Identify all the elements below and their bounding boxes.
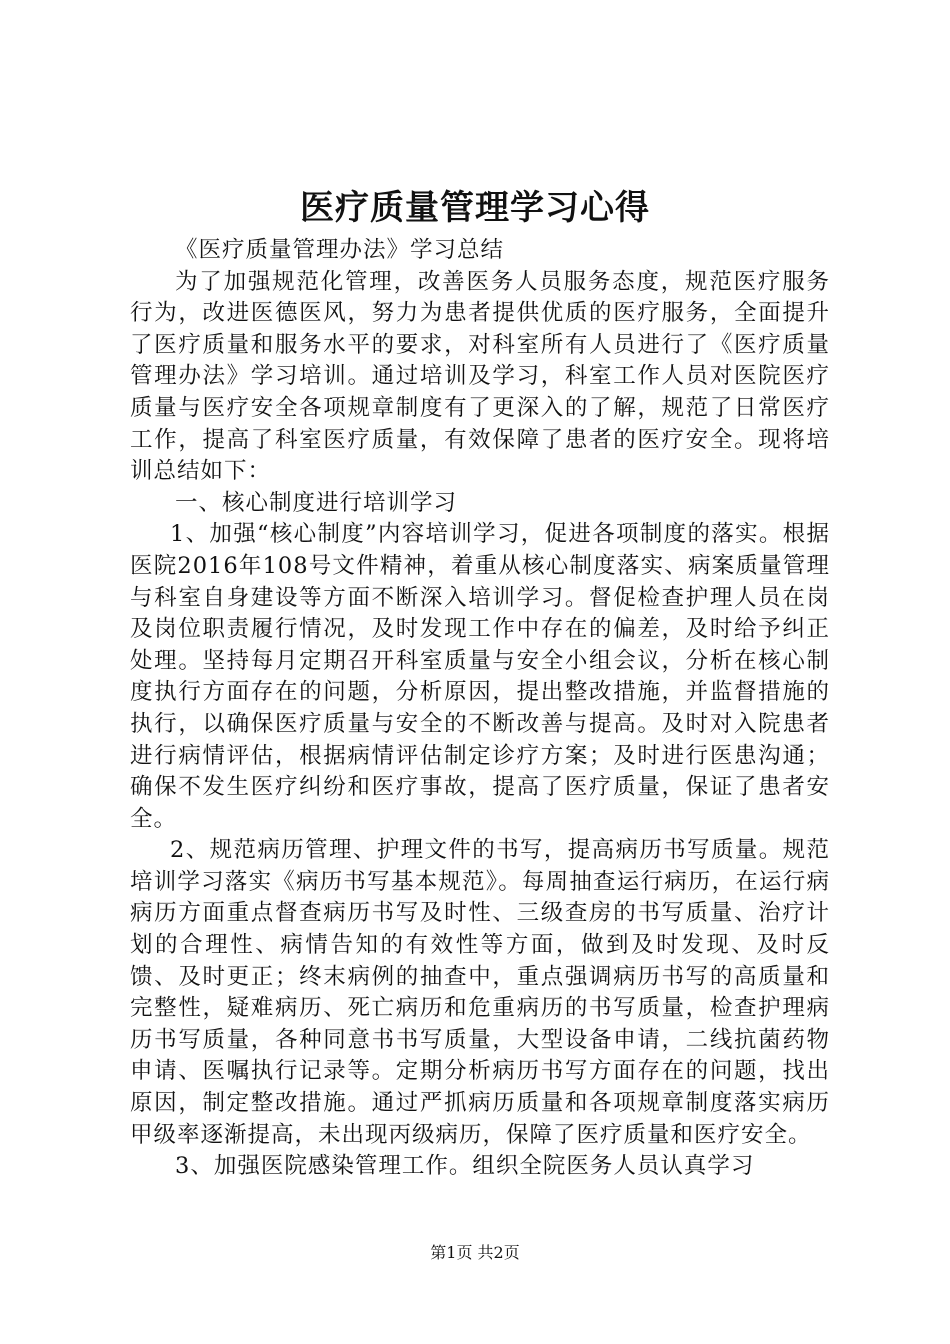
document-title: 医疗质量管理学习心得 — [300, 188, 650, 228]
intro-paragraph: 为了加强规范化管理，改善医务人员服务态度，规范医疗服务行为，改进医德医风，努力为患者提供优质的医疗服务，全面提升了医疗质量和服务水平的要求，对科室所有人员进行了《医疗质量管理办法》学习培训。通过培训及学习，科室工作人员对医院医疗质量与医疗安全各项规章制度有了更深入的了解，规范了日常医疗工作，提高了科室医疗质量，有效保障了患者的医疗安全。现将培训总结如下： — [130, 268, 830, 485]
item-paragraph-3: 3、加强医院感染管理工作。组织全院医务人员认真学习 — [175, 1153, 755, 1180]
document-body — [130, 235, 830, 1183]
subtitle-paragraph: 《医疗质量管理办法》学习总结 — [175, 237, 505, 263]
page-footer: 第1页 共2页 — [430, 1243, 520, 1262]
item-paragraph-2: 2、规范病历管理、护理文件的书写，提高病历书写质量。规范培训学习落实《病历书写基本规范》。每周抽查运行病历，在运行病病历方面重点督查病历书写及时性、三级查房的书写质量、治疗计划的合理性、病情告知的有效性等方面，做到及时发现、及时反馈、及时更正；终末病例的抽查中，重点强调病历书写的高质量和完整性，疑难病历、死亡病历和危重病历的书写质量，检查护理病历书写质量，各种同意书书写质量，大型设备申请，二线抗菌药物申请、医嘱执行记录等。定期分析病历书写方面存在的问题，找出原因，制定整改措施。通过严抓病历质量和各项规章制度落实病历甲级率逐渐提高，未出现丙级病历，保障了医疗质量和医疗安全。 — [130, 837, 830, 1148]
section-heading: 一、核心制度进行培训学习 — [175, 489, 458, 516]
item-paragraph-1: 1、加强“核心制度”内容培训学习，促进各项制度的落实。根据医院2016年108号文件精神，着重从核心制度落实、病案质量管理与科室自身建设等方面不断深入培训学习。督促检查护理人员在岗及岗位职责履行情况，及时发现工作中存在的偏差，及时给予纠正处理。坚持每月定期召开科室质量与安全小组会议，分析在核心制度执行方面存在的问题，分析原因，提出整改措施，并监督措施的执行，以确保医疗质量与安全的不断改善与提高。及时对入院患者进行病情评估，根据病情评估制定诊疗方案；及时进行医患沟通；确保不发生医疗纠纷和医疗事故，提高了医疗质量，保证了患者安全。 — [130, 521, 830, 832]
